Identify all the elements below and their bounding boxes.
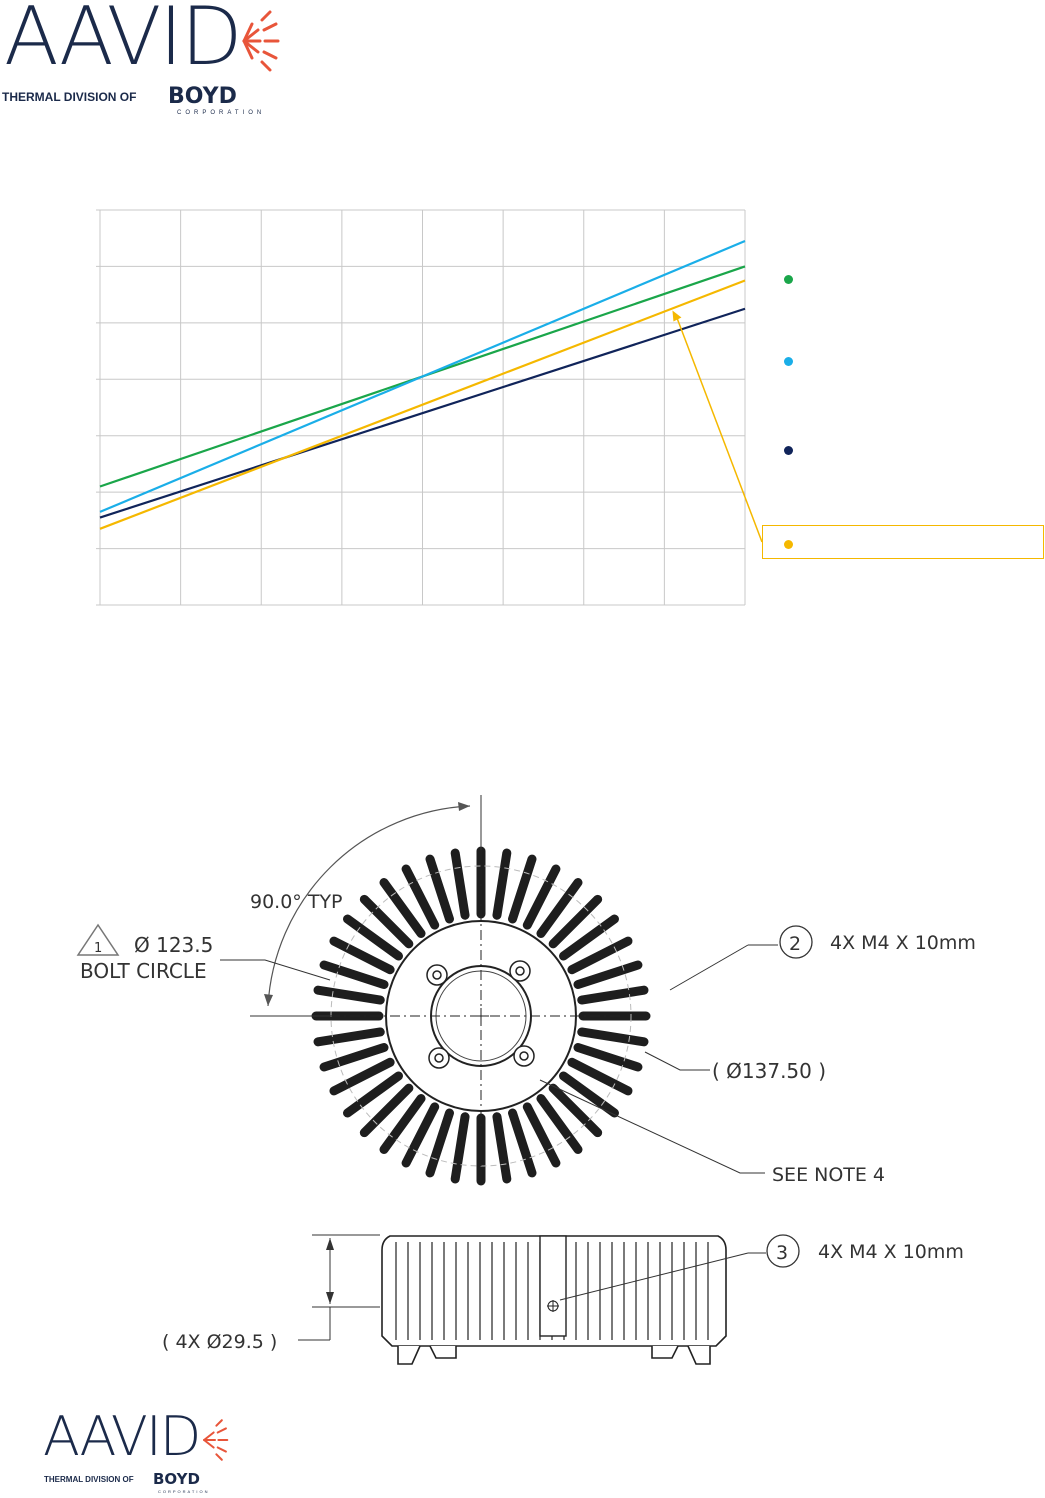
highlight-leader-line — [676, 316, 762, 542]
fin — [455, 853, 465, 915]
side-dimension-label: ( 4X Ø29.5 ) — [162, 1331, 278, 1353]
fin — [497, 1117, 507, 1179]
fin — [430, 859, 449, 919]
fin — [513, 1113, 532, 1173]
fin — [497, 853, 507, 915]
fin — [324, 965, 384, 984]
fin — [455, 1117, 465, 1179]
callout-2-text: 4X M4 X 10mm — [830, 932, 976, 954]
header-logo — [0, 0, 290, 125]
legend-marker-navy — [784, 446, 793, 455]
side-boss — [540, 1236, 566, 1336]
logo-parent: BOYD — [168, 84, 237, 109]
chart-legend — [760, 260, 1045, 570]
angle-label: 90.0° TYP — [250, 891, 343, 913]
bolt-flag-number: 1 — [94, 941, 103, 956]
callout-3-number: 3 — [776, 1242, 789, 1264]
fin — [318, 990, 380, 1000]
logo-burst-icon — [238, 6, 282, 76]
fin — [582, 1032, 644, 1042]
footer-logo-parent: BOYD — [153, 1470, 200, 1488]
fin — [324, 1048, 384, 1067]
footer-logo — [40, 1405, 240, 1498]
bolt-circle-label: BOLT CIRCLE — [80, 959, 207, 983]
fin — [578, 1048, 638, 1067]
bolt-diameter-label: Ø 123.5 — [134, 933, 214, 957]
callout-2-number: 2 — [789, 933, 802, 955]
outer-diameter-label: ( Ø137.50 ) — [712, 1059, 827, 1083]
fin — [318, 1032, 380, 1042]
fin — [513, 859, 532, 919]
logo-brand: AAVID — [4, 0, 241, 83]
callout-3-text: 4X M4 X 10mm — [818, 1241, 964, 1263]
heatsink-drawing — [0, 780, 1045, 1380]
fin — [582, 990, 644, 1000]
footer-logo-parent-sub: CORPORATION — [158, 1489, 210, 1494]
legend-highlight-box — [762, 525, 1044, 559]
legend-marker-yellow — [784, 540, 793, 549]
fin — [578, 965, 638, 984]
see-note-label: SEE NOTE 4 — [772, 1164, 886, 1186]
legend-marker-cyan — [784, 357, 793, 366]
footer-logo-burst-icon — [200, 1416, 230, 1464]
footer-logo-brand: AAVID — [43, 1405, 200, 1468]
logo-parent-sub: CORPORATION — [177, 110, 266, 116]
fin — [430, 1113, 449, 1173]
footer-logo-tagline: THERMAL DIVISION OF — [44, 1475, 134, 1484]
legend-marker-green — [784, 275, 793, 284]
logo-tagline: THERMAL DIVISION OF — [2, 90, 137, 104]
